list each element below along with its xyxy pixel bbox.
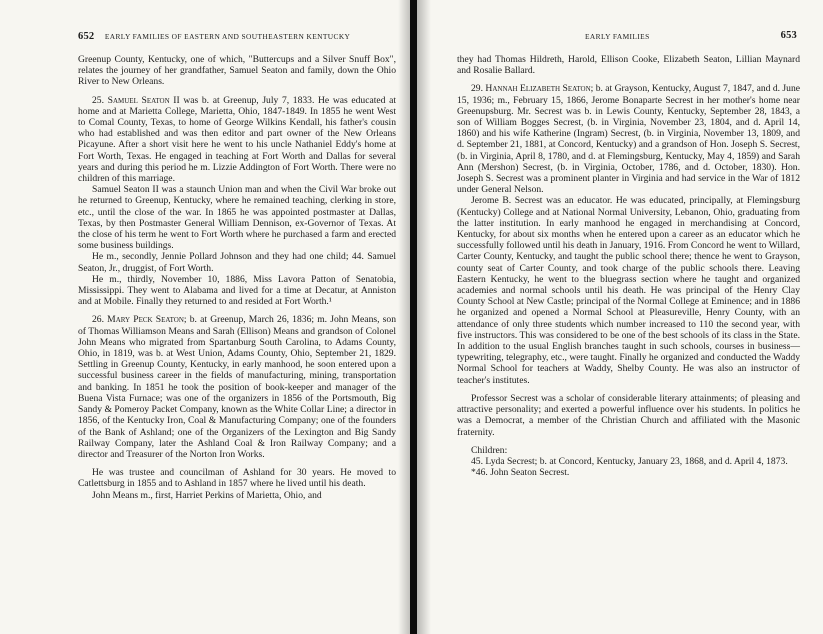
paragraph: 26. Mary Peck Seaton; b. at Greenup, March 26, 1836; m. John Means, son of Thomas Williamson Means and Sarah (Ellison) Means and grandson of Colonel John Means who migrated from Spartanburg South Carolina, to Adams County, Ohio, in 1819, was b. at West Union, Adams County, Ohio, September 21, 1829. Settling in Greenup County, Kentucky, in early manhood, he soon entered upon a successful business career in the fields of manufacturing, mining, transportation and banking. In 1851 he took the position of book-keeper and manager of the Buena Vista Furnace; was one of the organizers in 1856 of the Portsmouth, Big Sandy & Pomeroy Packet Company, known as the White Collar Line; a director in 1856, of the Kentucky Iron, Coal & Manufacturing Company; one of the founders of the Bank of Ashland; one of the Organizers of the Lexington and Big Sandy Railway Company, later the Ashland Coal & Iron Railway Company; and a director and Treasurer of the Norton Iron Works.: [78, 314, 396, 460]
running-head: EARLY FAMILIES OF EASTERN AND SOUTHEASTERN KENTUCKY: [104, 32, 351, 41]
paragraph: *46. John Seaton Secrest.: [471, 467, 570, 479]
paragraph: Samuel Seaton II was a staunch Union man and when the Civil War broke out he returned to Greenup, Kentucky, where he remained teaching, clerking in store, etc., until the close of the war. In 1865 he was appointed postmaster at Dallas, Texas, by then Postmaster General William Dennison, ex-Governor of Texas. At the close of his term he went to Fort Worth where he purchased a farm and erected some business buildings.: [78, 184, 396, 252]
paragraph: Children:: [471, 444, 508, 456]
entry-name: Samuel Seaton: [107, 94, 170, 106]
paragraph: John Means m., first, Harriet Perkins of Marietta, Ohio, and: [92, 489, 322, 501]
paragraph: Professor Secrest was a scholar of considerable literary attainments; of pleasing and attractive personality; and exerted a powerful influence over his students. In politics he was a Democrat, a member of the Christian Church and affiliated with the Masonic fraternity.: [457, 392, 800, 438]
right-page-text: [457, 54, 800, 478]
paragraph: Jerome B. Secrest was an educator. He was educated, principally, at Flemingsburg (Kentucky) College and at National Normal University, Lebanon, Ohio, graduating from the latter institution. In early manhood he engaged in merchandising at Concord, Kentucky, for about six months when he entered upon a career as an educator which he successfully followed until his death in January, 1916. From Concord he went to Willard, Carter County, Kentucky, and taught the public school there; thence he went to Grayson, county seat of Carter County, and took charge of the public schools there. Leaving Eastern Kentucky, he went to the bluegrass section where he taught and organized academies and normal schools until his death. He was principal of the Henry Clay County School at New Castle; principal of the Normal College at Eminence; and in 1886 he organized and opened a Normal School at Pleasureville, Henry County, with an attendance of only three students which number increased to 110 the second year, with five instructors. This was considered to be one of the best schools of its class in the State. In addition to the usual English branches taught in such schools, courses in business—typewriting, telegraphy, etc., were taught. Finally he organized and conducted the Waddy Normal School for teachers at Waddy, Shelby County. He was also an instructor of teacher's institutes.: [457, 195, 800, 386]
paragraph: 25. Samuel Seaton II was b. at Greenup, July 7, 1833. He was educated at home and at Marietta College, Marietta, Ohio, 1847-1849. In 1855 he went West to Comal County, Texas, to home of George Wilkins Kendall, his father's cousin who had established and was then editor and part owner of the New Orleans Picayune. After a short visit here he went to his uncle Nathaniel Eddy's home at Fort Worth, Texas. He engaged in teaching at Fort Worth and Dallas for several years and during this period he m. Lizzie Addington of Fort Worth. There were no children of this marriage.: [78, 94, 397, 185]
paragraph: 29. Hannah Elizabeth Seaton; b. at Grayson, Kentucky, August 7, 1847, and d. June 15, 1936; m., February 15, 1866, Jerome Bonaparte Secrest in her mother's home near Greenupsburg. Mr. Secrest was b. in Lewis County, Kentucky, September 28, 1843, a son of William Bogges Secrest, (b. in Virginia, November 23, 1804, and d. April 14, 1860) and his wife Katherine (Ingram) Secrest, (b. in Virginia, November 13, 1809, and d. September 21, 1881, at Concord, Kentucky) and a grandson of Hon. Joseph S. Secrest, (b. in Virginia, April 8, 1780, and d. at Flemingsburg, Kentucky, May 4, 1859) and Sarah Ann (Mershon) Secrest, (b. in Virginia, October, 1786, and d. October, 1830). Hon. Joseph S. Secrest was a prominent planter in Virginia and had service in the War of 1812 under General Nelson.: [457, 83, 800, 196]
left-page-header: [78, 31, 350, 42]
page-number: 652: [78, 31, 95, 42]
paragraph: Greenup County, Kentucky, one of which, "Buttercups and a Silver Snuff Box", relates the journey of her grandfather, Samuel Seaton and family, down the Ohio River to New Orleans.: [78, 54, 396, 88]
entry-name: Hannah Elizabeth Seaton: [485, 83, 591, 95]
entry-name: Mary Peck Seaton: [107, 314, 184, 326]
paragraph: 45. Lyda Secrest; b. at Concord, Kentucky, January 23, 1868, and d. April 4, 1873.: [471, 455, 788, 467]
left-page-text: [78, 54, 396, 501]
right-page-header: [585, 31, 797, 41]
paragraph: He was trustee and councilman of Ashland for 30 years. He moved to Catlettsburg in 1855 and to Ashland in 1857 where he lived until his death.: [78, 467, 396, 490]
paragraph: He m., thirdly, November 10, 1886, Miss Lavora Patton of Senatobia, Mississippi. They went to Alabama and lived for a time at Decatur, at Anniston and at Mobile. Finally they returned to and resided at Fort Worth.¹: [78, 273, 396, 308]
page-gutter-shadow: [417, 0, 431, 634]
paragraph: He m., secondly, Jennie Pollard Johnson and they had one child; 44. Samuel Seaton, Jr., druggist, of Fort Worth.: [78, 251, 396, 274]
running-head: EARLY FAMILIES: [585, 32, 650, 41]
page-number: 653: [780, 30, 797, 41]
right-page: [417, 0, 823, 634]
paragraph: they had Thomas Hildreth, Harold, Ellison Cooke, Elizabeth Seaton, Lillian Maynard and Rosalie Ballard.: [457, 54, 800, 77]
